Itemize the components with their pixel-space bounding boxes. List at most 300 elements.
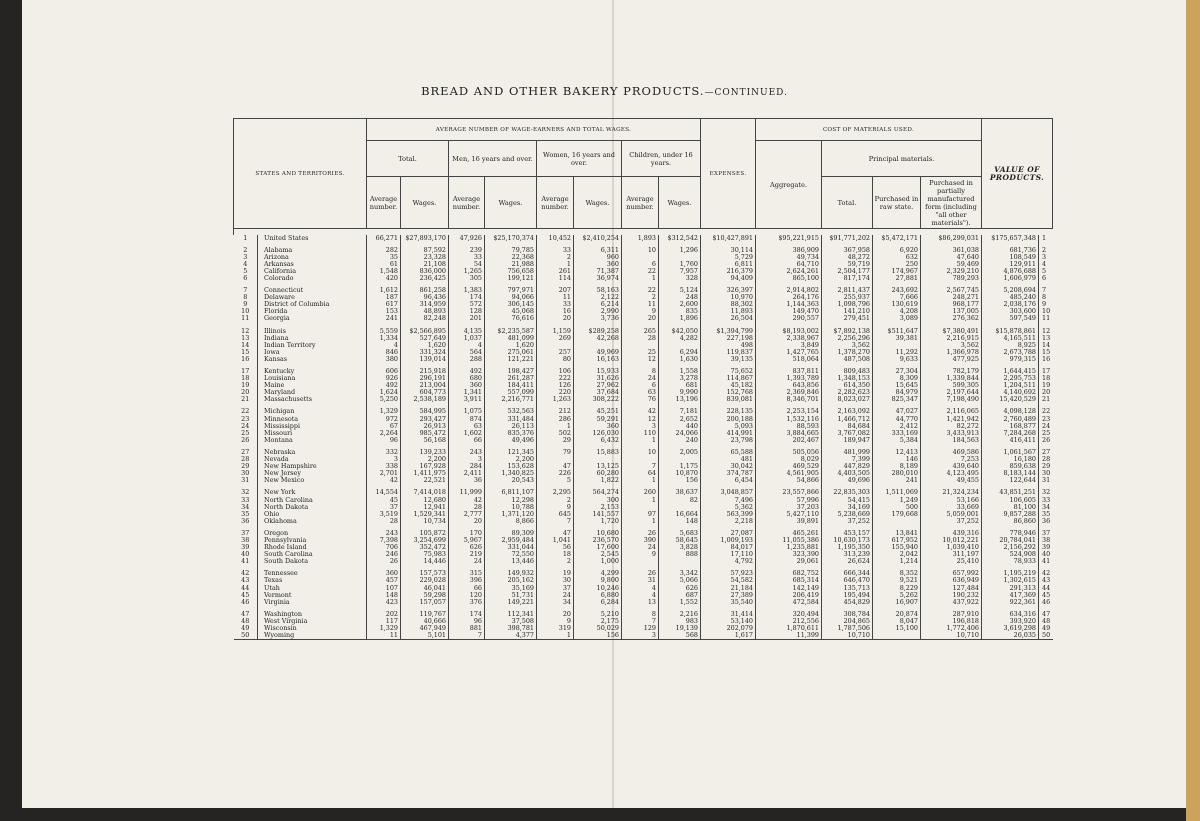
cell-value: $5,472,171 xyxy=(873,235,921,242)
cell-value: 37,252 xyxy=(921,518,982,525)
cell-value: 59,719 xyxy=(822,261,873,268)
cell-value: 3 xyxy=(367,456,401,463)
state-name: Kentucky xyxy=(258,368,367,375)
cell-value: 199,121 xyxy=(485,275,537,282)
cell-value: 835,376 xyxy=(485,430,537,437)
cell-value: 390 xyxy=(622,537,659,544)
cell-value: 2,156,292 xyxy=(982,544,1039,551)
state-name: Oregon xyxy=(258,530,367,537)
table-row xyxy=(234,570,1053,577)
cell-value: 1,606,979 xyxy=(982,275,1039,282)
cell-value: 447,829 xyxy=(822,463,873,470)
cell-value: 6 xyxy=(622,261,659,268)
cell-value: 126 xyxy=(537,382,574,389)
cell-value: 1 xyxy=(537,261,574,268)
header-total-wages: Wages. xyxy=(401,177,449,229)
cell-value: 22,835,303 xyxy=(822,489,873,496)
cell-value: 439,640 xyxy=(921,463,982,470)
cell-value: 319 xyxy=(537,625,574,632)
cell-value: 331,484 xyxy=(485,416,537,423)
table-row xyxy=(234,497,1053,504)
cell-value: 16,163 xyxy=(574,356,622,363)
cell-value: 20,784,041 xyxy=(982,537,1039,544)
cell-value: 7 xyxy=(449,632,485,640)
cell-value: 3,433,913 xyxy=(921,430,982,437)
cell-value: 1,302,615 xyxy=(982,577,1039,584)
table-row xyxy=(234,315,1053,322)
line-number: 5 xyxy=(243,266,248,275)
line-number: 2 xyxy=(243,245,248,254)
cell-value: 38,637 xyxy=(659,489,701,496)
cell-value: 682,752 xyxy=(756,570,822,577)
cell-value: 35,169 xyxy=(485,585,537,592)
cell-value: 25,410 xyxy=(921,558,982,565)
cell-value: 836,000 xyxy=(401,268,449,275)
cell-value: 4,165,511 xyxy=(982,335,1039,342)
table-row xyxy=(234,437,1053,444)
table-row xyxy=(234,551,1053,558)
cell-value: 5,384 xyxy=(873,437,921,444)
cell-value: 1,427,765 xyxy=(756,349,822,356)
cell-value: 9,521 xyxy=(873,577,921,584)
cell-value: $7,380,491 xyxy=(921,328,982,335)
cell-value: 170 xyxy=(449,530,485,537)
cell-value: 51,731 xyxy=(485,592,537,599)
cell-value: 1,624 xyxy=(367,389,401,396)
cell-value: 1,334 xyxy=(367,335,401,342)
state-name: Montana xyxy=(258,437,367,444)
cell-value: 3,767,082 xyxy=(822,430,873,437)
table-row xyxy=(234,477,1053,484)
cell-value: 5,559 xyxy=(367,328,401,335)
cell-value: 2,295,753 xyxy=(982,375,1039,382)
cell-value: 196,818 xyxy=(921,618,982,625)
cell-value: 6,214 xyxy=(574,301,622,308)
cell-value: 47 xyxy=(537,530,574,537)
header-avg-group: AVERAGE NUMBER OF WAGE-EARNERS AND TOTAL WAGES. xyxy=(367,119,701,141)
table-body xyxy=(234,235,1053,640)
line-number-right: 33 xyxy=(1039,497,1053,504)
table-row xyxy=(234,389,1053,396)
table-row xyxy=(234,301,1053,308)
table-row xyxy=(234,489,1053,496)
cell-value: 417,369 xyxy=(982,592,1039,599)
cell-value: 59,298 xyxy=(401,592,449,599)
cell-value: 33 xyxy=(537,301,574,308)
cell-value: 184,563 xyxy=(921,437,982,444)
cell-value: 2,200 xyxy=(485,456,537,463)
cell-value: 200,188 xyxy=(701,416,756,423)
cell-value: 63 xyxy=(449,423,485,430)
cell-value: 4,299 xyxy=(574,570,622,577)
cell-value: 681,736 xyxy=(982,247,1039,254)
cell-value: 119,837 xyxy=(701,349,756,356)
cell-value: 220 xyxy=(537,389,574,396)
cell-value: 1,037 xyxy=(449,335,485,342)
line-number: 27 xyxy=(241,447,250,456)
cell-value: 4 xyxy=(622,592,659,599)
table-row xyxy=(234,599,1053,606)
cell-value: 9 xyxy=(622,308,659,315)
cell-value: 300 xyxy=(574,497,622,504)
cell-value: 11,999 xyxy=(449,489,485,496)
cell-value xyxy=(622,558,659,565)
cell-value: 15,933 xyxy=(574,368,622,375)
line-number-right: 50 xyxy=(1039,632,1053,640)
cell-value: 360 xyxy=(449,382,485,389)
cell-value: 2,990 xyxy=(574,308,622,315)
cell-value: 2,914,802 xyxy=(756,287,822,294)
cell-value: 367,958 xyxy=(822,247,873,254)
cell-value: 37,252 xyxy=(822,518,873,525)
line-number: 42 xyxy=(241,569,250,578)
state-name: Utah xyxy=(258,585,367,592)
cell-value: 75,652 xyxy=(701,368,756,375)
cell-value: 248 xyxy=(659,294,701,301)
cell-value: 261 xyxy=(537,268,574,275)
cell-value: 16,180 xyxy=(982,456,1039,463)
cell-value: 481,099 xyxy=(485,335,537,342)
line-number: 47 xyxy=(241,609,250,618)
cell-value: 564,274 xyxy=(574,489,622,496)
cell-value: 1 xyxy=(537,632,574,640)
cell-value: 7,399 xyxy=(822,456,873,463)
cell-value: 2,369,846 xyxy=(756,389,822,396)
state-name: Georgia xyxy=(258,315,367,322)
cell-value: 64,710 xyxy=(756,261,822,268)
cell-value: 10,734 xyxy=(401,518,449,525)
cell-value: 439,316 xyxy=(921,530,982,537)
cell-value: 5 xyxy=(537,477,574,484)
state-name: New Mexico xyxy=(258,477,367,484)
cell-value: 156 xyxy=(574,632,622,640)
cell-value: 276,362 xyxy=(921,315,982,322)
cell-value: 8,352 xyxy=(873,570,921,577)
cell-value: 527,649 xyxy=(401,335,449,342)
cell-value: 314,959 xyxy=(401,301,449,308)
cell-value: 126,030 xyxy=(574,430,622,437)
cell-value: 1,263 xyxy=(537,396,574,403)
cell-value: $8,193,002 xyxy=(756,328,822,335)
cell-value: 1,644,415 xyxy=(982,368,1039,375)
cell-value: 66 xyxy=(449,585,485,592)
table-row xyxy=(234,618,1053,625)
cell-value: 54,582 xyxy=(701,577,756,584)
line-number: 38 xyxy=(241,535,250,544)
table-row xyxy=(234,275,1053,282)
cell-value: 27,087 xyxy=(701,530,756,537)
cell-value: 323,390 xyxy=(756,551,822,558)
cell-value: 23,557,866 xyxy=(756,489,822,496)
line-number-right: 23 xyxy=(1039,416,1053,423)
cell-value: 229,028 xyxy=(401,577,449,584)
cell-value: 4,140,692 xyxy=(982,389,1039,396)
cell-value: 288 xyxy=(449,356,485,363)
cell-value: 2,122 xyxy=(574,294,622,301)
line-number-right: 49 xyxy=(1039,625,1053,632)
cell-value: 128 xyxy=(449,308,485,315)
cell-value: 129 xyxy=(622,625,659,632)
cell-value: 469,586 xyxy=(921,449,982,456)
cell-value: 26,113 xyxy=(485,423,537,430)
table-row xyxy=(234,456,1053,463)
cell-value: 205,162 xyxy=(485,577,537,584)
cell-value: 53,140 xyxy=(701,618,756,625)
cell-value: 20 xyxy=(449,518,485,525)
line-number-right: 25 xyxy=(1039,430,1053,437)
cell-value: 1,348,153 xyxy=(822,375,873,382)
line-number-right: 39 xyxy=(1039,544,1053,551)
line-number: 43 xyxy=(241,576,250,585)
cell-value: 8,047 xyxy=(873,618,921,625)
cell-value: 7,414,018 xyxy=(401,489,449,496)
cell-value: 78,933 xyxy=(982,558,1039,565)
cell-value: 30,114 xyxy=(701,247,756,254)
line-number-right: 22 xyxy=(1039,408,1053,415)
cell-value: 286 xyxy=(537,416,574,423)
cell-value: 606 xyxy=(367,368,401,375)
cell-value: 207 xyxy=(537,287,574,294)
cell-value: 39,891 xyxy=(756,518,822,525)
cell-value: 11 xyxy=(537,294,574,301)
cell-value: 4,403,505 xyxy=(822,470,873,477)
table-row xyxy=(234,544,1053,551)
cell-value: 11,292 xyxy=(873,349,921,356)
cell-value: 96,436 xyxy=(401,294,449,301)
cell-value: 84,684 xyxy=(822,423,873,430)
cell-value: 49,696 xyxy=(822,477,873,484)
cell-value: 9,800 xyxy=(574,577,622,584)
cell-value: 1,466,712 xyxy=(822,416,873,423)
cell-value: 35 xyxy=(367,254,401,261)
cell-value: 2,329,210 xyxy=(921,268,982,275)
cell-value: 1,061,567 xyxy=(982,449,1039,456)
line-number: 28 xyxy=(241,455,250,464)
cell-value: 3,911 xyxy=(449,396,485,403)
table-row xyxy=(234,504,1053,511)
cell-value: 216,379 xyxy=(701,268,756,275)
cell-value: 168,877 xyxy=(982,423,1039,430)
cell-value: 472,584 xyxy=(756,599,822,606)
cell-value: 7,284,268 xyxy=(982,430,1039,437)
table-row xyxy=(234,261,1053,268)
state-name: Missouri xyxy=(258,430,367,437)
cell-value: 809,483 xyxy=(822,368,873,375)
cell-value: 4,876,688 xyxy=(982,268,1039,275)
cell-value: 7,496 xyxy=(701,497,756,504)
table-row xyxy=(234,430,1053,437)
state-name: Texas xyxy=(258,577,367,584)
state-name: Maine xyxy=(258,382,367,389)
state-name: Wisconsin xyxy=(258,625,367,632)
cell-value: 645 xyxy=(537,511,574,518)
cell-value: 1,896 xyxy=(659,315,701,322)
cell-value: 290,557 xyxy=(756,315,822,322)
cell-value: 5,729 xyxy=(701,254,756,261)
cell-value: 8 xyxy=(622,611,659,618)
cell-value: 1 xyxy=(622,437,659,444)
cell-value: 37,684 xyxy=(574,389,622,396)
table-row xyxy=(234,423,1053,430)
cell-value: 467,949 xyxy=(401,625,449,632)
line-number: 14 xyxy=(241,340,250,349)
cell-value: $42,050 xyxy=(659,328,701,335)
table-row xyxy=(234,328,1053,335)
cell-value: 202 xyxy=(367,611,401,618)
line-number-right: 16 xyxy=(1039,356,1053,363)
cell-value: 10,452 xyxy=(537,235,574,242)
cell-value: 4,135 xyxy=(449,328,485,335)
cell-value: 23,798 xyxy=(701,437,756,444)
cell-value: 2,218 xyxy=(701,518,756,525)
header-purchased-partial: Purchased in partially manufactured form (including "all other materials"). xyxy=(921,177,982,229)
state-name: Tennessee xyxy=(258,570,367,577)
cell-value: 89,309 xyxy=(485,530,537,537)
cell-value: 260 xyxy=(622,489,659,496)
cell-value: 149,221 xyxy=(485,599,537,606)
state-name: Indian Territory xyxy=(258,342,367,349)
cell-value: 82,248 xyxy=(401,315,449,322)
cell-value: 7 xyxy=(622,618,659,625)
cell-value: 2 xyxy=(537,558,574,565)
cell-value: 481 xyxy=(701,456,756,463)
line-number-right: 19 xyxy=(1039,382,1053,389)
cell-value: 121,345 xyxy=(485,449,537,456)
cell-value: 376 xyxy=(449,599,485,606)
cell-value: 972 xyxy=(367,416,401,423)
cell-value: 22 xyxy=(622,268,659,275)
cell-value: 190,232 xyxy=(921,592,982,599)
cell-value: 250 xyxy=(873,261,921,268)
cell-value: 22 xyxy=(622,287,659,294)
cell-value: 306,145 xyxy=(485,301,537,308)
cell-value: 75,983 xyxy=(401,551,449,558)
cell-value: 320,494 xyxy=(756,611,822,618)
cell-value: 5,427,110 xyxy=(756,511,822,518)
cell-value: 28 xyxy=(367,518,401,525)
cell-value: 614,350 xyxy=(822,382,873,389)
cell-value: 20 xyxy=(622,315,659,322)
title-continued: —CONTINUED. xyxy=(704,88,788,98)
cell-value: 2,811,437 xyxy=(822,287,873,294)
cell-value: 22,521 xyxy=(401,477,449,484)
cell-value: 681 xyxy=(659,382,701,389)
cell-value: 36 xyxy=(449,477,485,484)
table-header xyxy=(234,119,1053,235)
state-name: Mississippi xyxy=(258,423,367,430)
cell-value: $1,394,799 xyxy=(701,328,756,335)
cell-value: 778,946 xyxy=(982,530,1039,537)
cell-value: 198,427 xyxy=(485,368,537,375)
cell-value: 27,389 xyxy=(701,592,756,599)
cell-value: 27,304 xyxy=(873,368,921,375)
cell-value: 21,184 xyxy=(701,585,756,592)
cell-value: 568 xyxy=(659,632,701,640)
cell-value: 8,023,027 xyxy=(822,396,873,403)
cell-value: 8 xyxy=(622,368,659,375)
cell-value: 331,044 xyxy=(485,544,537,551)
cell-value: 280,010 xyxy=(873,470,921,477)
cell-value: 835 xyxy=(659,308,701,315)
line-number-right: 15 xyxy=(1039,349,1053,356)
cell-value: 6,880 xyxy=(574,592,622,599)
cell-value: 42 xyxy=(449,497,485,504)
cell-value: 1,720 xyxy=(574,518,622,525)
cell-value: 2,216,771 xyxy=(485,396,537,403)
cell-value: 636,949 xyxy=(921,577,982,584)
cell-value: 16,664 xyxy=(659,511,701,518)
cell-value: 36,974 xyxy=(574,275,622,282)
cell-value: 839,081 xyxy=(701,396,756,403)
cell-value: 361,038 xyxy=(921,247,982,254)
header-purchased-raw: Purchased in raw state. xyxy=(873,177,921,229)
cell-value: 2,600 xyxy=(659,301,701,308)
cell-value: 643,856 xyxy=(756,382,822,389)
cell-value: 2,253,154 xyxy=(756,408,822,415)
cell-value: 49,969 xyxy=(574,349,622,356)
cell-value: 1 xyxy=(622,518,659,525)
cell-value: 33 xyxy=(537,247,574,254)
cell-value: 440 xyxy=(659,423,701,430)
cell-value: 5,210 xyxy=(574,611,622,618)
cell-value: 3,849 xyxy=(756,342,822,349)
book-edge xyxy=(1186,0,1200,821)
cell-value: 985,472 xyxy=(401,430,449,437)
cell-value: 398,781 xyxy=(485,625,537,632)
cell-value: 380 xyxy=(367,356,401,363)
line-number: 34 xyxy=(241,502,250,511)
cell-value: 396 xyxy=(449,577,485,584)
cell-value: 139,233 xyxy=(401,449,449,456)
cell-value: 243,692 xyxy=(873,287,921,294)
line-number-right: 9 xyxy=(1039,301,1053,308)
line-number-right: 12 xyxy=(1039,328,1053,335)
cell-value: 1,000 xyxy=(574,558,622,565)
cell-value: 45,251 xyxy=(574,408,622,415)
cell-value: 7,198,490 xyxy=(921,396,982,403)
cell-value: 261,287 xyxy=(485,375,537,382)
cell-value: 157,573 xyxy=(401,570,449,577)
cell-value: 88,593 xyxy=(756,423,822,430)
line-number: 8 xyxy=(243,293,248,302)
cell-value: 846 xyxy=(367,349,401,356)
cell-value: 72,550 xyxy=(485,551,537,558)
cell-value: 1,366,978 xyxy=(921,349,982,356)
line-number-right: 7 xyxy=(1039,287,1053,294)
cell-value: 54 xyxy=(449,261,485,268)
cell-value: 4 xyxy=(367,342,401,349)
cell-value: 48,272 xyxy=(822,254,873,261)
cell-value: 1,159 xyxy=(537,328,574,335)
cell-value: 5,093 xyxy=(701,423,756,430)
cell-value: 49,496 xyxy=(485,437,537,444)
cell-value: 148 xyxy=(367,592,401,599)
cell-value: 626 xyxy=(449,544,485,551)
cell-value: 19 xyxy=(537,570,574,577)
cell-value: 2,567,745 xyxy=(921,287,982,294)
line-number-right: 11 xyxy=(1039,315,1053,322)
cell-value: $27,893,170 xyxy=(401,235,449,242)
cell-value: $10,427,891 xyxy=(701,235,756,242)
cell-value: 825,347 xyxy=(873,396,921,403)
cell-value: 24 xyxy=(622,544,659,551)
line-number-right: 28 xyxy=(1039,456,1053,463)
line-number: 26 xyxy=(241,435,250,444)
line-number-right: 40 xyxy=(1039,551,1053,558)
line-number: 7 xyxy=(243,286,248,295)
cell-value: 416,411 xyxy=(982,437,1039,444)
table-row xyxy=(234,335,1053,342)
